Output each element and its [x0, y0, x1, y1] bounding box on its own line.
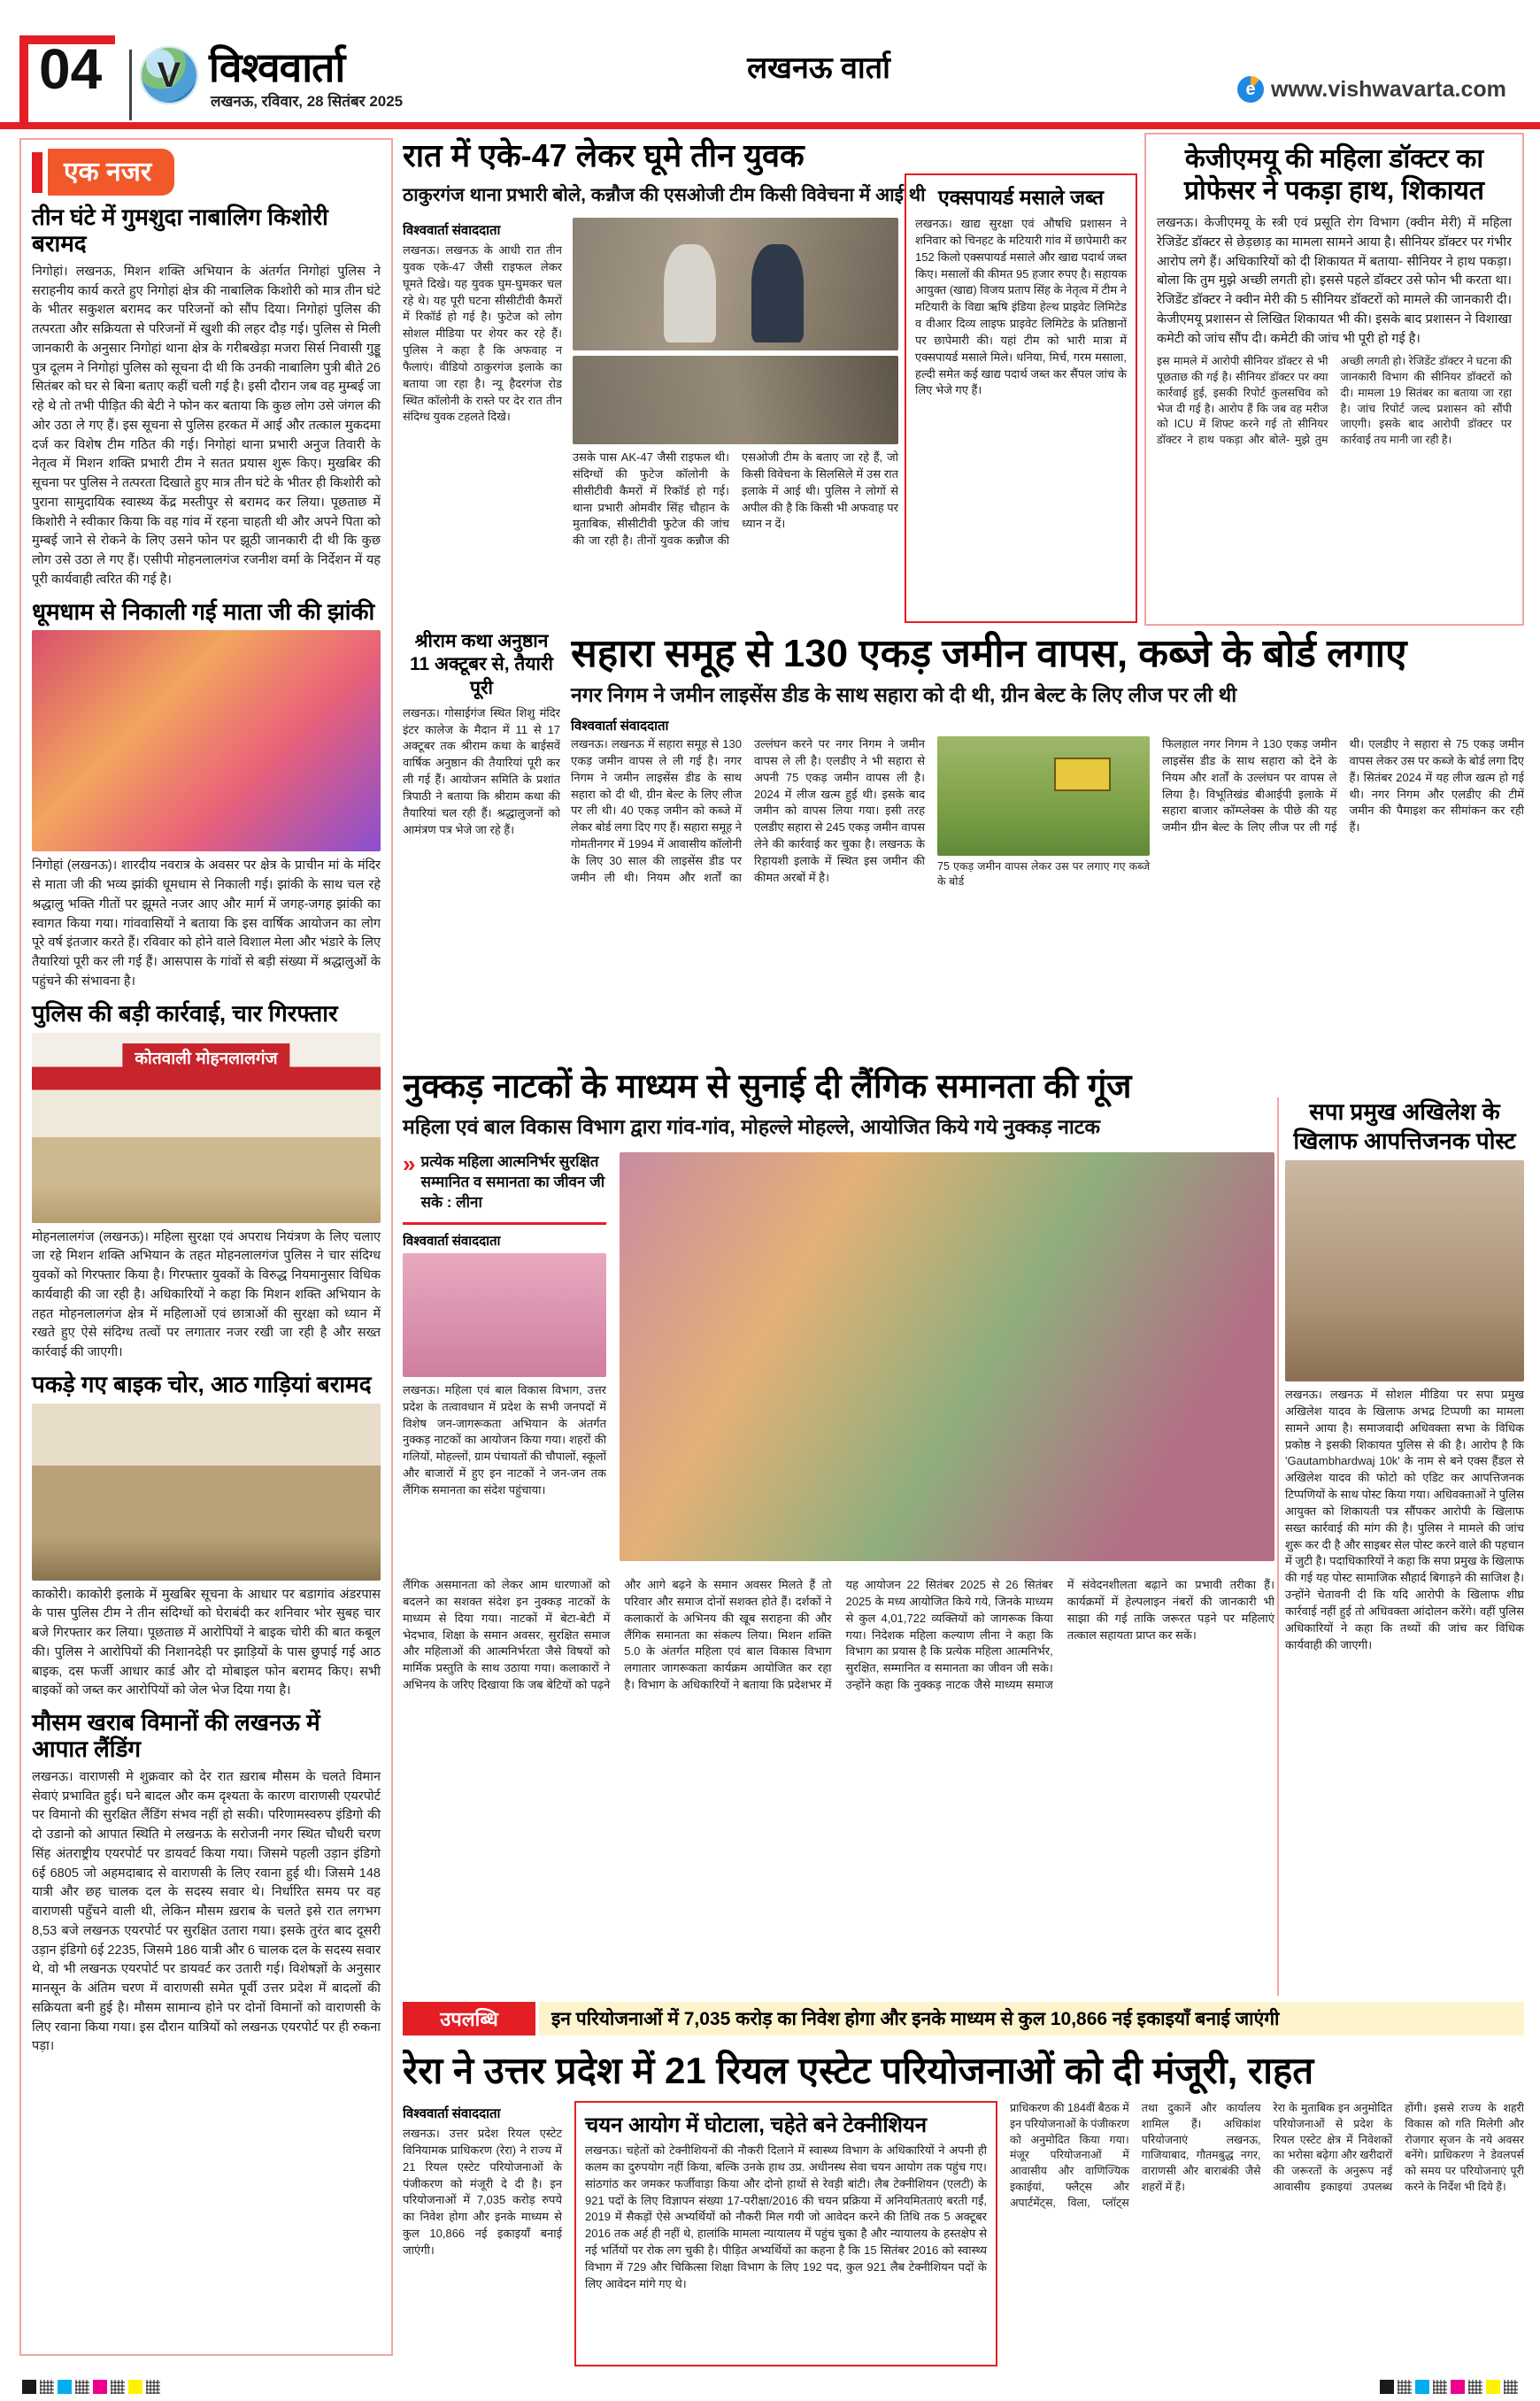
byline: विश्ववार्ता संवाददाता [571, 719, 669, 734]
sidebar-news-column [19, 138, 393, 2356]
byline: विश्ववार्ता संवाददाता [403, 223, 501, 238]
article-heading: धूमधाम से निकाली गई माता जी की झांकी [32, 597, 375, 625]
lead-body-text: लखनऊ। लखनऊ के आधी रात तीन युवक एके-47 जैसी राइफल लेकर घूमते दिखे। यह युवक घुम-घुमकर चल रहे थे। यह पूरी घटना सीसीटीवी कैमरों में रिकॉर्ड हो गई है। फुटेज को लोग सोशल मीडिया पर शेयर कर रहे हैं। पुलिस ने कहा है कि अफवाह न फैलाएं। वीडियो ठाकुरगंज इलाके का बताया जा रहा है। न्यू हैदरगंज रोड स्थित कॉलोनी के रास्ते पर देर रात तीन संदिग्ध युवक टहलते दिखे। [403, 243, 562, 424]
globe-logo-icon: V [140, 46, 198, 104]
complaint-handover-photo [1285, 1160, 1524, 1381]
lead-headline: रात में एके-47 लेकर घूमे तीन युवक [403, 137, 805, 173]
masthead-title: विश्ववार्ता [209, 44, 345, 90]
website-url: www.vishwavarta.com [1271, 76, 1506, 102]
nukkad-subhead: महिला एवं बाल विकास विभाग द्वारा गांव-गांव, मोहल्ले मोहल्ले, आयोजित किये गये नुक्कड़ नाटक [403, 1115, 1101, 1138]
dateline: लखनऊ, रविवार, 28 सितंबर 2025 [211, 93, 404, 110]
checker-swatch [1398, 2380, 1412, 2394]
nukkad-headline: नुक्कड़ नाटकों के माध्यम से सुनाई दी लैंगिक समानता की गूंज [403, 1068, 1132, 1105]
rera-story-body [403, 2101, 1524, 2366]
photo-caption: 75 एकड़ जमीन वापस लेकर उस पर लगाए गए कब्जे के बोर्ड [937, 860, 1150, 888]
article-police-arrests [32, 1001, 381, 1363]
article-heading: श्रीराम कथा अनुष्ठान 11 अक्टूबर से, तैयारी पूरी [409, 631, 553, 698]
box-headline: केजीएमयू की महिला डॉक्टर का प्रोफेसर ने पकड़ा हाथ, शिकायत [1183, 144, 1485, 205]
nukkad-body-2: लैंगिक असमानता को लेकर आम धारणाओं को बदलने का सशक्त संदेश इन नुक्कड़ नाटकों के माध्यम से दिया गया। नाटकों में बेटा-बेटी में भेदभाव, शिक्षा के समान अवसर, सुरक्षित समाज और महिलाओं की आत्मनिर्भरता जैसे विषयों को मार्मिक प्रस्तुति के साथ उठाया गया। कलाकारों ने अभिनय के जरिए दिखाया कि जब बेटियों को पढ़ने और आगे बढ़ने के समान अवसर मिलते हैं तो परिवार और समाज दोनों सशक्त होते हैं। दर्शकों ने कलाकारों के अभिनय की खूब सराहना की और लैंगिक समानता का संकल्प लिया। मिशन शक्ति 5.0 के अंतर्गत महिला एवं बाल विकास विभाग लगातार जागरूकता कार्यक्रम आयोजित कर रहा है। विभाग के अधिकारियों ने बताया कि प्रदेशभर में यह आयोजन 22 सितंबर 2025 से 26 सितंबर 2025 के मध्य आयोजित किये गये, जिनके माध्यम से कुल 4,01,722 व्यक्तियों को जागरूक किया गया। निदेशक महिला कल्याण लीना ने कहा कि विभाग का प्रयास है कि प्रत्येक महिला आत्मनिर्भर, सुरक्षित, सम्मानित व समानता का जीवन जी सके। उन्होंने कहा कि नुक्कड़ नाटक जैसे माध्यम समाज में संवेदनशीलता बढ़ाने का प्रभावी तरीका हैं। कार्यक्रमों में हेल्पलाइन नंबरों की जानकारी भी साझा की गई ताकि जरूरत पड़ने पर महिलाएं तत्काल सहायता प्राप्त कर सकें। [403, 1578, 1274, 1692]
cyan-swatch [58, 2380, 72, 2394]
rera-body-1: लखनऊ। उत्तर प्रदेश रियल एस्टेट विनियामक प्राधिकरण (रेरा) ने राज्य में 21 रियल एस्टेट परियोजनाओं के पंजीकरण को मंजूरी दे दी है। इन परियोजनाओं में 7,035 करोड़ रुपये का निवेश होगा और इनके माध्यम से कुल 10,866 नई इकाइयाँ बनाई जाएंगी। [403, 2127, 562, 2257]
section-badge: एक नजर [48, 149, 174, 196]
pull-quote [403, 1152, 606, 1225]
article-body: काकोरी। काकोरी इलाके में मुखबिर सूचना के आधार पर बडागांव अंडरपास के पास पुलिस टीम ने तीन संदिग्धों को घेराबंदी कर शनिवार भोर सुबह चार बजे गिरफ्तार कर लिया। पूछताछ में आरोपियों ने बाइक चोरी की बात कबूल की। पुलिस ने आरोपियों की निशानदेही पर झाड़ियों के पास छुपाई गई आठ बाइक, दस फर्जी आधार कार्ड और दो मोबाइल फोन बरामद किए। सभी बाइकों को जब्त कर आरोपियों को जेल भेज दिया गया है। [32, 1587, 381, 1698]
checker-swatch [1504, 2380, 1518, 2394]
article-body: निगोहां। लखनऊ, मिशन शक्ति अभियान के अंतर्गत निगोहां पुलिस ने सराहनीय कार्य करते हुए निगोहां क्षेत्र की नाबालिक किशोरी को मात्र तीन घंटे के भीतर सकुशल बरामद कर परिजनों को सौंप दिया। निगोहां पुलिस की तत्परता और सक्रियता से परिजनों में खुशी की लहर दौड़ गई। पुलिस से मिली जानकारी के अनुसार निगोहां थाना क्षेत्र के गरीबखेड़ा मजरा सिर्स निवासी गुड्डू पुत्र दूलम ने निगोहां पुलिस को सूचना दी थी कि उनकी नाबालिग पुत्री बीते 26 सितंबर को घर से बिना बताए कहीं चली गई है। इसी दौरान जब वह मुम्बई जा रहे थे तो तभी पीड़ित की बेटी ने फोन कर बताया कि कुछ लोग उसे जंगल की ओर उठा ले गए हैं। इस सूचना से पुलिस हरकत में आई और तत्काल मुकदमा दर्ज कर विशेष टीम गठित की गई। निगोहां थाना प्रभारी अनुज तिवारी के नेतृत्व में मिशन शक्ति प्रभारी टीम ने सतत प्रयास शुरू किए। मुखबिर की सूचना पर पुलिस ने तत्परता दिखाते हुए मात्र तीन घंटे के भीतर ही किशोरी को पुराना सामुदायिक स्वास्थ्य केंद्र मस्तीपुर से बरामद कर लिया। पूछताछ में किशोरी ने स्वीकार किया कि वह गांव में रहना चाहती थी और अपने पिता को मुम्बई जाने से रोकने के लिए उसने फोन पर झूठी जानकारी दी थी कि कुछ लोग उसे उठा ले गए हैं। एसीपी मोहनलालगंज रजनीश वर्मा के निर्देशन में यह पूरी कार्यवाही त्वरित की गई है। [32, 264, 381, 587]
byline: विश्ववार्ता संवाददाता [403, 2106, 501, 2121]
recovered-bikes-photo [32, 1404, 381, 1581]
scam-boxed-article [574, 2101, 997, 2366]
article-body: लखनऊ। वाराणसी मे शुक्रवार को देर रात ख़राब मौसम के चलते विमान सेवाएं प्रभावित हुई। घने बादल और कम दृश्यता के कारण वाराणसी एयरपोर्ट पर विमानो की सुरक्षित लैंडिंग संभव नहीं हो सकी। परिणामस्वरुप इंडिगो की दो उडानो को आपात स्थिति मे लखनऊ के सरोजनी नगर स्थित चौधरी चरण सिंह अंतराष्ट्रीय एयरपोर्ट पर डायवर्ट किया गया। जिसमे पहली उड़ान इंडिगो 6ई 6805 जो अहमदाबाद से वाराणसी के लिए रवाना हुई थी। जिसमे 148 यात्री और छह चालक दल के सदस्य सवार थे। निर्धारित समय पर वह वाराणसी पहुँचने वाली थी, लेकिन मौसम ख़राब के चलते इसे रात लगभग 8,53 बजे लखनऊ एयरपोर्ट पर सुरक्षित उतारा गया। इसके तुरंत बाद दूसरी उड़ान इंडिगो 6ई 2235, जिसमे 186 यात्री और 6 चालक दल के सदस्य सवार थे, वो भी लखनऊ एयरपोर्ट पर डायवर्ट कर उतारी गई। विशेषज्ञों के अनुसार मानसून के अंतिम चरण में वाराणसी समेत पूर्वी उत्तर प्रदेश में बादलों की सक्रियता बनी हुई है। मौसम सामान्य होने पर दोनों विमानों को वाराणसी के लिए रवाना किया गया। इस दौरान यात्रियों को लखनऊ एयरपोर्ट पर ही रुकना पड़ा। [32, 1769, 381, 2054]
highlight-strip: इन परियोजनाओं में 7,035 करोड़ का निवेश होगा और इनके माध्यम से कुल 10,866 नई इकाइयाँ बनाई जाएंगी [539, 2002, 1524, 2035]
nukkad-left-column [403, 1152, 606, 1575]
section-badge-row [32, 149, 381, 196]
yellow-swatch [128, 2380, 142, 2394]
nukkad-body-1: लखनऊ। महिला एवं बाल विकास विभाग, उत्तर प्रदेश के तत्वावधान में प्रदेश के सभी जनपदों में विशेष जन-जागरूकता अभियान के अंतर्गत नुक्कड़ नाटकों का आयोजन किया गया। शहरों की गलियों, मोहल्लों, ग्राम पंचायतों की चौपालों, स्कूलों और बाजारों में हुए इन नाटकों ने जन-जन तक लैंगिक समानता का संदेश पहुंचाया। [403, 1382, 606, 1497]
article-emergency-landing [32, 1710, 381, 2057]
sahara-headline: सहारा समूह से 130 एकड़ जमीन वापस, कब्जे के बोर्ड लगाए [571, 632, 1407, 675]
print-registration-marks-left [22, 2380, 160, 2394]
article-body: लखनऊ। लखनऊ में सोशल मीडिया पर सपा प्रमुख अखिलेश यादव के खिलाफ अभद्र टिप्पणी का मामला सामने आया है। समाजवादी अधिवक्ता सभा के विधिक प्रकोष्ठ ने इसकी शिकायत पुलिस से की है। आरोप है कि 'Gautambhardwaj 10k' के नाम से बने एक्स हैंडल से अखिलेश यादव की फोटो को एडिट कर आपत्तिजनक टिप्पणियों के साथ पोस्ट किया गया। अधिवक्ताओं ने पुलिस आयुक्त को शिकायती पत्र सौंपकर आरोपी के खिलाफ सख्त कार्रवाई की मांग की है। पुलिस ने मामले की जांच शुरू कर दी है और साइबर सेल पोस्ट करने वाले की पहचान में जुटी है। पदाधिकारियों ने कहा कि सपा प्रमुख के खिलाफ की गई यह पोस्ट सामाजिक सौहार्द बिगाड़ने की साजिश है। उन्होंने चेतावनी दी कि यदि आरोपी के खिलाफ शीघ्र कार्रवाई नहीं हुई तो अधिवक्ता आंदोलन करेंगे। वहीं पुलिस अधिकारियों ने कहा कि तथ्यों की जांच कर विधिक कार्यवाही की जाएगी। [1285, 1388, 1524, 1651]
magenta-swatch [1451, 2380, 1465, 2394]
quote-chevron-icon: » [403, 1152, 416, 1177]
lead-story-body [403, 218, 898, 623]
black-swatch [1380, 2380, 1394, 2394]
rera-body-2: प्राधिकरण की 184वीं बैठक में इन परियोजनाओं के पंजीकरण को अनुमोदित किया गया। मंजूर परियोजनाओं में आवासीय और वाणिज्यिक इकाईयां, फ्लैट्स और अपार्टमेंट्स, विला, प्लॉट्स तथा दुकानें और कार्यालय शामिल हैं। अधिकांश परियोजनाएं लखनऊ, गाजियाबाद, गौतमबुद्ध नगर, वाराणसी और बाराबंकी जैसे शहरों में हैं। [1010, 2102, 1261, 2209]
sahara-subhead: नगर निगम ने जमीन लाइसेंस डीड के साथ सहारा को दी थी, ग्रीन बेल्ट के लिए लीज पर ली थी [571, 683, 1237, 706]
checker-swatch [146, 2380, 160, 2394]
cyan-swatch [1415, 2380, 1429, 2394]
sahara-body-2: फिलहाल नगर निगम ने 130 एकड़ जमीन लाइसेंस डीड के साथ सहारा को देने के नियम और शर्तों के उल्लंघन पर वापस ले लिया है। विभूतिखंड बीआईपी इलाके में सहारा बाजार कॉम्प्लेक्स के पीछे की यह जमीन ग्रीन बेल्ट के लिए लीज पर ली गई थी। एलडीए ने सहारा से 75 एकड़ जमीन वापस लेकर उस पर कब्जे के बोर्ड लगा दिए हैं। सितंबर 2024 में यह लीज खत्म हो गई थी। नगर निगम और एलडीए की टीमें जमीन की पैमाइश कर सीमांकन कर रही हैं। [1162, 737, 1524, 835]
girl-audience-photo [403, 1253, 606, 1377]
article-bike-thieves [32, 1372, 381, 1701]
article-heading: पुलिस की बड़ी कार्रवाई, चार गिरफ्तार [32, 999, 338, 1027]
checker-swatch [111, 2380, 125, 2394]
box-heading: एक्सपायर्ड मसाले जब्त [937, 186, 1104, 209]
box-heading: चयन आयोग में घोटाला, चहेते बने टेक्नीशियन [585, 2113, 928, 2137]
ramkatha-article [403, 630, 560, 1057]
edition-title: लखनऊ वार्ता [747, 51, 890, 85]
kgmu-complaint-box [1144, 133, 1524, 626]
land-field-photo [937, 736, 1150, 856]
article-body: निगोहां (लखनऊ)। शारदीय नवरात्र के अवसर पर क्षेत्र के प्राचीन मां के मंदिर से माता जी की भव्य झांकी धूमधाम से निकाली गई। झांकी के साथ चल रहे श्रद्धालु भक्ति गीतों पर झूमते नजर आए और मार्ग में जगह-जगह झांकी का स्वागत किया गया। गांववासियों ने बताया कि इस वार्षिक आयोजन का लोग पूरे वर्ष इंतजार करते हैं। रविवार को होने वाले विशाल मेला और भंडारे के लिए तैयारियां पूरी कर ली गई हैं। आसपास के गांवों से बड़ी संख्या में श्रद्धालुओं के पहुंचने की संभावना है। [32, 858, 381, 989]
article-jhanki [32, 599, 381, 992]
sahara-story-body [571, 736, 1524, 1055]
person-silhouette [751, 244, 804, 342]
yellow-swatch [1486, 2380, 1500, 2394]
box-body: लखनऊ। खाद्य सुरक्षा एवं औषधि प्रशासन ने शनिवार को चिनहट के मटियारी गांव में छापेमारी कर 152 किलो एक्सपायर्ड मसाले और खाद्य पदार्थ जब्त किए। मसालों की कीमत 95 हजार रुपए है। सहायक आयुक्त (खाद्य) विजय प्रताप सिंह के नेतृत्व में टीम ने मटियारी के विद्या ऋषि इंडिया हेल्थ प्राइवेट लिमिटेड व वीआर दिव्य लाइफ प्राइवेट लिमिटेड के प्रतिष्ठानों पर छापेमारी की। यहां टीम को भारी मात्रा में एक्सपायर्ड मसाले मिले। धनिया, मिर्च, गरम मसाला, हल्दी समेत कई खाद्य पदार्थ जब्त कर सैंपल जांच के लिए भेजे गए हैं। [915, 217, 1127, 397]
byline: विश्ववार्ता संवाददाता [403, 1233, 501, 1249]
police-station-sign: कोतवाली मोहनलालगंज [122, 1043, 289, 1072]
possession-board [1054, 758, 1111, 791]
lead-subhead: ठाकुरगंज थाना प्रभारी बोले, कन्नौज की एसओजी टीम किसी विवेचना में आई थी [403, 185, 926, 205]
lead-col-2 [573, 218, 898, 623]
corner-bracket-vertical [19, 35, 28, 124]
print-registration-marks-right [1380, 2380, 1518, 2394]
rera-body-3: रेरा के मुताबिक इन अनुमोदित परियोजनाओं से प्रदेश के रियल एस्टेट क्षेत्र में निवेशकों का भरोसा बढ़ेगा और खरीदारों की जरूरतों के अनुरूप नई आवासीय इकाइयां उपलब्ध होंगी। इससे राज्य के शहरी विकास को गति मिलेगी और रोजगार सृजन के नये अवसर बनेंगे। प्राधिकरण ने डेवलपर्स को समय पर परियोजनाएं पूरी करने के निर्देश भी दिये हैं। [1273, 2102, 1524, 2193]
article-heading: पकड़े गए बाइक चोर, आठ गाड़ियां बरामद [32, 1370, 372, 1397]
website-link [1237, 76, 1506, 103]
box-body-lead: लखनऊ। केजीएमयू के स्त्री एवं प्रसूति रोग विभाग (क्वीन मेरी) में महिला रेजिडेंट डॉक्टर से छेड़छाड़ का मामला सामने आया है। सीनियर डॉक्टर पर गंभीर आरोप लगे हैं। अधिकारियों को दी शिकायत में बताया- सीनियर ने हाथ पकड़ा। बोला कि तुम मुझे अच्छी लगती हो। इससे पहले डॉक्टर उसे फोन भी करता था। रेजिडेंट डॉक्टर ने क्वीन मेरी की 5 सीनियर डॉक्टरों को मामले की जानकारी दी। केजीएमयू प्रशासन से लिखित शिकायत भी की। इसके बाद प्रशासन ने विशाखा कमेटी को जांच सौंप दी। कमेटी की जांच भी पूरी हो गई है। [1157, 216, 1512, 346]
lead-body-text-2: उसके पास AK-47 जैसी राइफल थी। संदिग्धों की फुटेज कॉलोनी के सीसीटीवी कैमरों में रिकॉर्ड हो गई। थाना प्रभारी ओमवीर सिंह चौहान के मुताबिक, सीसीटीवी फुटेज की जांच की जा रही है। तीनों युवक कन्नौज की एसओजी टीम के बताए जा रहे हैं, जो किसी विवेचना के सिलसिले में उस रात इलाके में आई थी। पुलिस ने लोगों से अपील की है कि किसी भी अफवाह पर ध्यान न दें। [573, 450, 898, 548]
spices-seized-box [905, 173, 1137, 623]
akhilesh-post-article [1285, 1097, 1524, 1996]
procession-photo [32, 630, 381, 851]
article-heading: तीन घंटे में गुमशुदा नाबालिग किशोरी बरामद [32, 204, 328, 257]
box-body: लखनऊ। चहेतों को टेक्नीशियनों की नौकरी दिलाने में स्वास्थ्य विभाग के अधिकारियों ने अपनी ही कलम का दुरुपयोग नहीं किया, बल्कि उनके हाथ उप्र. अधीनस्थ सेवा चयन आयोग तक पहुंच गए। सांठगांठ कर जमकर फर्जीवाड़ा किया और दोनो हाथों से रेवड़ी बांटी। लैब टेक्नीशियन (एलटी) के 921 पदों के लिए विज्ञापन संख्या 17-परीक्षा/2016 की चयन प्रक्रिया में अनियमितताएं बरती गईं, 2019 में सैकड़ों ऐसे अभ्यर्थियों को नौकरी मिल गयी जो आवेदन करने की तिथि तक 5 अक्टूबर 2016 तक अर्ह ही नहीं थे, हालांकि मामला न्यायालय में पहुंच चुका है और न्यायालय के हस्तक्षेप से नई भर्तियों पर रोक लग चुकी है। पीड़ित अभ्यर्थियों का कहना है कि 15 सितंबर 2016 को स्वास्थ्य विभाग में 729 और चिकित्सा शिक्षा विभाग के लिए 192 पद, कुल 921 लैब टेक्नीशियन पदों के लिए आवेदन मांगे गए थे। [585, 2143, 987, 2290]
checker-swatch [1468, 2380, 1482, 2394]
street-play-photo [620, 1152, 1274, 1561]
article-heading: सपा प्रमुख अखिलेश के खिलाफ आपत्तिजनक पोस्ट [1293, 1098, 1516, 1154]
header-rule [0, 122, 1540, 129]
rera-headline: रेरा ने उत्तर प्रदेश में 21 रियल एस्टेट परियोजनाओं को दी मंजूरी, राहत [403, 2050, 1314, 2091]
sahara-body-1: लखनऊ। लखनऊ में सहारा समूह से 130 एकड़ जमीन वापस ले ली गई है। नगर निगम ने जमीन लाइसेंस डीड के साथ सहारा को दी थी, ग्रीन बेल्ट के लिए लीज पर ली थी। 40 एकड़ जमीन को कब्जे में लेकर बोर्ड लगा दिए गए हैं। सहारा समूह ने गोमतीनगर में 1994 में आवासीय कॉलोनी के लिए 30 साल की लाइसेंस डीड पर जमीन ली थी। नियम और शर्तों का उल्लंघन करने पर नगर निगम ने जमीन वापस ले ली है। एलडीए ने भी सहारा से अपनी 75 एकड़ जमीन वापस ली है। 2024 में लीज खत्म हुई थी। इसके बाद जमीन को वापस लिया गया। इसी तरह एलडीए सहारा से 245 एकड़ जमीन वापस लेने की कार्रवाई कर चुका है। लखनऊ के रिहायशी इलाके में स्थित इस जमीन की कीमत अरबों में है। [571, 737, 925, 884]
cctv-alley-photo [573, 218, 898, 350]
person-silhouette [664, 244, 716, 342]
column-divider [1277, 1097, 1279, 1996]
article-body: मोहनलालगंज (लखनऊ)। महिला सुरक्षा एवं अपराध नियंत्रण के लिए चलाए जा रहे मिशन शक्ति अभियान के तहत मोहनलालगंज पुलिस ने चार संदिग्ध युवकों को गिरफ्तार किया है। गिरफ्तार युवकों के विरुद्ध नियमानुसार विधिक कार्यवाही की जा रही है। अधिकारियों ने कहा कि मिशन शक्ति अभियान के तहत मोहनलालगंज क्षेत्र में महिलाओं एवं छात्राओं की सुरक्षा को ध्यान में रखते हुए ऐसे संदिग्ध तत्वों पर लगातार नजर रखी जा रही है और सख्त कार्रवाई की जाएगी। [32, 1229, 381, 1360]
header-divider [129, 50, 132, 120]
checker-swatch [1433, 2380, 1447, 2394]
quote-text: प्रत्येक महिला आत्मनिर्भर सुरक्षित सम्मानित व समानता का जीवन जी सके : लीना [420, 1153, 605, 1211]
checker-swatch [40, 2380, 54, 2394]
checker-swatch [75, 2380, 89, 2394]
achievement-badge: उपलब्धि [403, 2002, 535, 2035]
black-swatch [22, 2380, 36, 2394]
cctv-street-photo [573, 356, 898, 444]
article-missing-girl [32, 204, 381, 590]
rera-col-1 [403, 2101, 562, 2366]
lead-col-1 [403, 218, 562, 623]
sahara-photo-column [937, 736, 1150, 1055]
browser-globe-icon: e [1237, 76, 1264, 103]
article-body: लखनऊ। गोसाईगंज स्थित शिशु मंदिर इंटर कालेज के मैदान में 11 से 17 अक्टूबर तक श्रीराम कथा के बाईसवें वार्षिक अनुष्ठान की तैयारियां पूरी कर ली गई हैं। आयोजन समिति के प्रशांत त्रिपाठी ने बताया कि श्रीराम कथा की तैयारियां चल रही हैं। श्रद्धालुजनों को आमंत्रण पत्र भेजे जा रहे हैं। [403, 705, 560, 836]
page-number: 04 [39, 37, 103, 101]
badge-accent-strip [32, 152, 42, 193]
police-lineup-photo [32, 1033, 381, 1223]
box-body-continuation: इस मामले में आरोपी सीनियर डॉक्टर से भी पूछताछ की गई है। सीनियर डॉक्टर पर क्या कार्रवाई हुई, इसकी रिपोर्ट कुलसचिव को भेज दी गई है। आरोप हैं कि जब वह मरीज को ICU में शिफ्ट करने गई तो सीनियर डॉक्टर ने हाथ पकड़ा और बोले- मुझे तुम अच्छी लगती हो। रेजिडेंट डॉक्टर ने घटना की जानकारी विभाग की सीनियर डॉक्टरों को दी। मामला 19 सितंबर का बताया जा रहा है। जांच रिपोर्ट जल्द प्रशासन को सौंपी जाएगी। इसके बाद आरोपी डॉक्टर पर कार्रवाई तय मानी जा रही है। [1157, 355, 1512, 446]
article-heading: मौसम खराब विमानों की लखनऊ में आपात लैंडिंग [32, 1709, 320, 1763]
magenta-swatch [93, 2380, 107, 2394]
